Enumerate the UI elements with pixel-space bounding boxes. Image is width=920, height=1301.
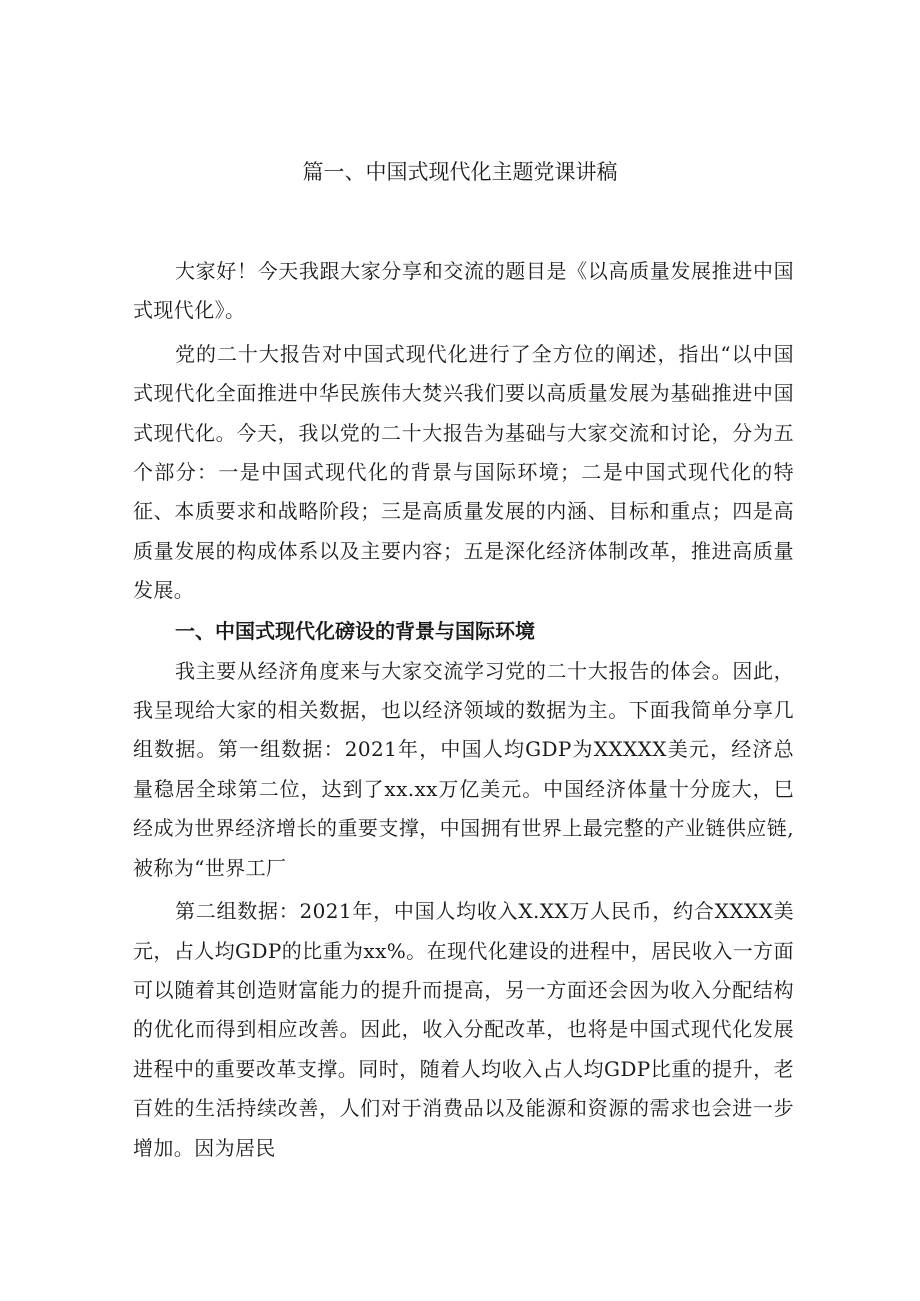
paragraph: 第二组数据：2021年，中国人均收入X.XX万人民币，约合XXXX美元，占人均GDP的比重为xx%。在现代化建设的进程中，居民收入一方面可以随着其创造财富能力的提升而提高，另一方面还会因为收入分配结构的优化而得到相应改善。因此，收入分配改革，也将是中国式现代化发展进程中的重要改革支撑。同时，随着人均收入占人均GDP比重的提升，老百姓的生活持续改善，人们对于消费品以及能源和资源的需求也会进一步增加。因为居民 xyxy=(133,899,794,1160)
paragraph: 党的二十大报告对中国式现代化进行了全方位的阐述，指出“以中国式现代化全面推进中华民族伟大焚兴我们要以高质量发展为基础推进中国式现代化。今天，我以党的二十大报告为基础与大家交流和讨论，分为五个部分：一是中国式现代化的背景与国际环境；二是中国式现代化的特征、本质要求和战略阶段；三是高质量发展的内涵、目标和重点；四是高质量发展的构成体系以及主要内容；五是深化经济体制改革，推进高质量发展。 xyxy=(133,341,794,603)
document-body xyxy=(133,252,794,1168)
document-title: 篇一、中国式现代化主题党课讲稿 xyxy=(302,160,618,184)
paragraph: 大家好！今天我跟大家分享和交流的题目是《以高质量发展推进中国式现代化》。 xyxy=(133,259,794,323)
paragraph: 我主要从经济角度来与大家交流学习党的二十大报告的体会。因此，我呈现给大家的相关数据，也以经济领域的数据为主。下面我简单分享几组数据。第一组数据：2021年，中国人均GDP为XXXXX美元，经济总量稳居全球第二位，达到了xx.xx万亿美元。中国经济体量十分庞大，巳经成为世界经济增长的重要支撑，中国拥有世界上最完整的产业链供应链,被称为“世界工厂 xyxy=(133,658,794,880)
section-heading: 一、中国式现代化磅设的背景与国际环境 xyxy=(175,618,535,643)
